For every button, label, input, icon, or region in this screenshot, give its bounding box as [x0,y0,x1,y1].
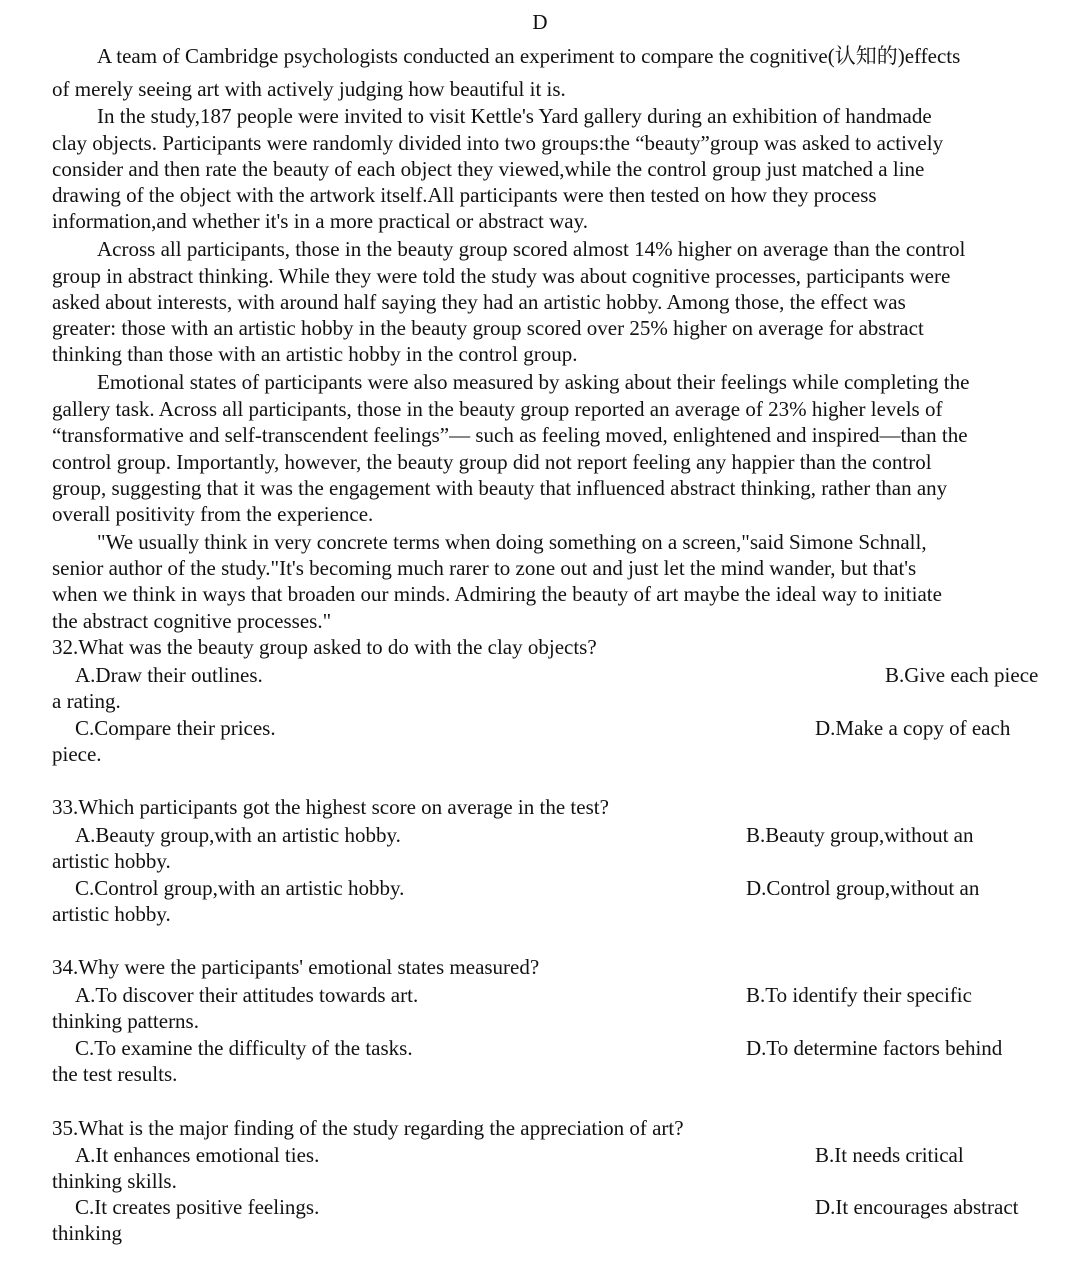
question-34-option-b-continued: thinking patterns. [52,1009,199,1033]
question-32-option-a: A.Draw their outlines. [75,663,263,687]
paragraph-5-line-2: senior author of the study."It's becoming much rarer to zone out and just let the mind wander, but that's [52,556,917,580]
question-34-option-a: A.To discover their attitudes towards art. [75,983,419,1007]
paragraph-3-line-2: group in abstract thinking. While they were told the study was about cognitive processes, participants were [52,264,951,288]
paragraph-2-line-3: consider and then rate the beauty of each object they viewed,while the control group just matched a line [52,157,925,181]
question-33-option-b-continued: artistic hobby. [52,849,171,873]
paragraph-3-line-3: asked about interests, with around half saying they had an artistic hobby. Among those, the effect was [52,290,906,314]
paragraph-2-line-5: information,and whether it's in a more practical or abstract way. [52,209,588,233]
question-33-option-a: A.Beauty group,with an artistic hobby. [75,823,401,847]
question-35-option-b: B.It needs critical [815,1143,964,1167]
paragraph-5-line-3: when we think in ways that broaden our minds. Admiring the beauty of art maybe the ideal way to initiate [52,582,942,606]
paragraph-2-line-4: drawing of the object with the artwork itself.All participants were then tested on how they process [52,183,877,207]
question-35-option-c: C.It creates positive feelings. [75,1195,320,1219]
section-label: D [532,10,548,34]
question-32-option-b-continued: a rating. [52,689,121,713]
question-35-option-b-continued: thinking skills. [52,1169,177,1193]
question-33-option-d-continued: artistic hobby. [52,902,171,926]
question-35-option-d-continued: thinking [52,1221,123,1245]
paragraph-2-line-1: In the study,187 people were invited to visit Kettle's Yard gallery during an exhibition of handmade [97,104,932,128]
question-34-option-c: C.To examine the difficulty of the tasks. [75,1036,413,1060]
question-33-option-b: B.Beauty group,without an [746,823,974,847]
question-34-option-d: D.To determine factors behind [746,1036,1003,1060]
question-33-stem: 33.Which participants got the highest score on average in the test? [52,795,609,819]
paragraph-3-line-1: Across all participants, those in the beauty group scored almost 14% higher on average than the control [97,237,966,261]
paragraph-2-line-2: clay objects. Participants were randomly divided into two groups:the “beauty”group was asked to actively [52,131,944,155]
question-34-stem: 34.Why were the participants' emotional states measured? [52,955,540,979]
question-35-option-a: A.It enhances emotional ties. [75,1143,320,1167]
question-32-option-c: C.Compare their prices. [75,716,276,740]
paragraph-5-line-4: the abstract cognitive processes." [52,609,332,633]
question-32-option-d-continued: piece. [52,742,102,766]
paragraph-4-line-6: overall positivity from the experience. [52,502,374,526]
question-32-stem: 32.What was the beauty group asked to do with the clay objects? [52,635,597,659]
question-33-option-d: D.Control group,without an [746,876,980,900]
paragraph-5-line-1: "We usually think in very concrete terms when doing something on a screen,"said Simone Schnall, [97,530,927,554]
paragraph-1-line-2: of merely seeing art with actively judging how beautiful it is. [52,77,566,101]
question-35-option-d: D.It encourages abstract [815,1195,1019,1219]
question-34-option-d-continued: the test results. [52,1062,178,1086]
question-32-option-b: B.Give each piece [885,663,1039,687]
paragraph-3-line-4: greater: those with an artistic hobby in the beauty group scored over 25% higher on average for abstract [52,316,924,340]
paragraph-4-line-3: “transformative and self-transcendent feelings”— such as feeling moved, enlightened and inspired—than the [52,423,968,447]
paragraph-3-line-5: thinking than those with an artistic hobby in the control group. [52,342,578,366]
question-34-option-b: B.To identify their specific [746,983,972,1007]
paragraph-4-line-4: control group. Importantly, however, the beauty group did not report feeling any happier than the control [52,450,932,474]
paragraph-1-line-1: A team of Cambridge psychologists conducted an experiment to compare the cognitive(认知的)effects [97,44,961,68]
paragraph-4-line-5: group, suggesting that it was the engagement with beauty that influenced abstract thinking, rather than any [52,476,948,500]
question-32-option-d: D.Make a copy of each [815,716,1011,740]
paragraph-4-line-2: gallery task. Across all participants, those in the beauty group reported an average of 23% higher levels of [52,397,943,421]
question-33-option-c: C.Control group,with an artistic hobby. [75,876,405,900]
question-35-stem: 35.What is the major finding of the study regarding the appreciation of art? [52,1116,684,1140]
paragraph-4-line-1: Emotional states of participants were also measured by asking about their feelings while completing the [97,370,970,394]
